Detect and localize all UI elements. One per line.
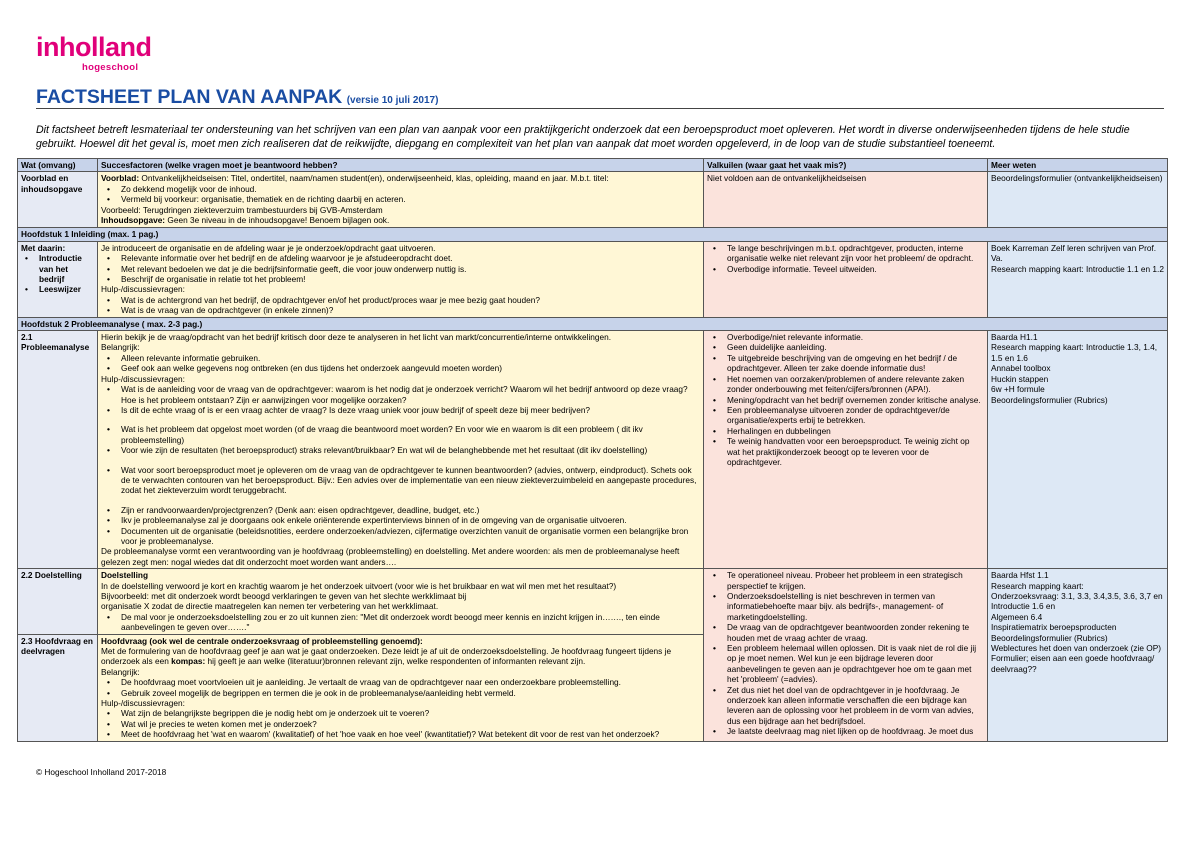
version-label: (versie 10 juli 2017) (346, 95, 439, 106)
list-item: • Geen duidelijke aanleiding. (727, 342, 984, 352)
list-item: • Herhalingen en dubbelingen (727, 426, 984, 436)
list-item: • Documenten uit de organisatie (beleidsnotities, eerdere onderzoeken/adviezen, cijfermatige overzichten vanuit de organisatie vormen een belangrijke bron voor je probleemanalyse. (121, 526, 700, 547)
intro-paragraph: Dit factsheet betreft lesmateriaal ter ondersteuning van het schrijven van een plan van aanpak voor een praktijkgericht onderzoek dat een beroepsproduct moet opleveren. Het wordt in diverse onderwijseenheden tijdens de hele studie gebruikt. Hoewel dit het geval is, moet men zich realiseren dat de reikwijdte, diepgang en complexiteit van het plan van aanpak dat moet worden opgeleverd, in de loop van de studie substantieel toeneemt. (36, 124, 1130, 150)
wat-cell: Voorblad en inhoudsopgave (18, 172, 98, 228)
table-row-doelstelling (18, 569, 1168, 634)
list-item: • Te lange beschrijvingen m.b.t. opdrachtgever, producten, interne organisatie welke niet relevant zijn voor het probleem/ de opdracht. (727, 243, 984, 264)
list-item: • Voor wie zijn de resultaten (het beroepsproduct) straks relevant/bruikbaar? En wat wil de belanghebbende met het resultaat (dit ikv doelstelling) (121, 445, 700, 455)
succesfactoren-cell: Hoofdvraag (ook wel de centrale onderzoeksvraag of probleemstelling genoemd): Met de formulering van de hoofdvraag geef je aan wat je gaat onderzoeken. Deze leidt je af uit de onderzoeksdoelstelling. Je hoofdvraag fungeert tijdens je onderzoek als een kompas: hij geeft je aan welke (literatuur)bronnen relevant zijn, welke respondenten of informanten relevant zijn. Belangrijk: • De hoofdvraag moet voortvloeien uit je aanleiding. Je vertaalt de vraag van de opdrachtgever naar een onderzoekbare probleemstelling. • Gebruik zoveel mogelijk de begrippen en termen die je ook in de probleemanalyse/aanleiding hebt vermeld. Hulp-/discussievragen: • Wat zijn de belangrijkste begrippen die je nodig hebt om je onderzoek uit te voeren? • Wat wil je precies te weten komen met je onderzoek? • Meet de hoofdvraag het 'wat en waarom' (kwalitatief) of het 'hoe vaak en hoe veel' (kwantitatief)? Wat betekent dit voor de rest van het onderzoek? (98, 634, 704, 741)
meer-weten-cell: Boek Karreman Zelf leren schrijven van Prof. Va. Research mapping kaart: Introductie 1.1 en 1.2 (988, 241, 1168, 317)
wat-cell: 2.2 Doelstelling (18, 569, 98, 634)
list-item: • Te weinig handvatten voor een beroepsproduct. Te weinig zicht op wat het praktijkonderzoek beoogt op te leveren voor de opdrachtgever. (727, 436, 984, 467)
succesfactoren-cell: Voorblad: Ontvankelijkheidseisen: Titel, ondertitel, naam/namen student(en), onderwijseenheid, klas, opleiding, maand en jaar. M.b.t. titel: • Zo dekkend mogelijk voor de inhoud. • Vermeld bij voorkeur: organisatie, thematiek en de richting daarbij en acteren. Voorbeeld: Terugdringen ziekteverzuim trambestuurders bij GVB-Amsterdam Inhoudsopgave: Geen 3e niveau in de inhoudsopgave! Benoem bijlagen ook. (98, 172, 704, 228)
list-item: • Onderzoeksdoelstelling is niet beschreven in termen van informatiebehoefte maar bijv. als bedrijfs-, management- of marketingdoelstelling. (727, 591, 984, 622)
title-divider (36, 108, 1164, 109)
section-title: Hoofdstuk 1 Inleiding (max. 1 pag.) (18, 228, 1168, 241)
list-item: • Met relevant bedoelen we dat je die bedrijfsinformatie geeft, die voor jouw onderwerp nuttig is. (121, 264, 700, 274)
valkuilen-cell (704, 241, 988, 317)
wat-cell: 2.1 Probleemanalyse (18, 331, 98, 569)
list-item: • Wat is de aanleiding voor de vraag van de opdrachtgever: waarom is het nodig dat je onderzoek verricht? Waarom wil het bedrijf antwoord op deze vraag? Hoe is het probleem ontstaan? Zijn er aanwijzingen voor mogelijke oorzaken? (121, 384, 700, 405)
list-item: • Is dit de echte vraag of is er een vraag achter de vraag? Is deze vraag uniek voor jouw bedrijf of speelt deze bij meer bedrijven? (121, 405, 700, 415)
list-item: • De vraag van de opdrachtgever beantwoorden zonder rekening te houden met de vraag achter de vraag. (727, 622, 984, 643)
list-item: • Wat is de achtergrond van het bedrijf, de opdrachtgever en/of het product/proces waar je mee bezig gaat houden? (121, 295, 700, 305)
list-item: • Meet de hoofdvraag het 'wat en waarom' (kwalitatief) of het 'hoe vaak en hoe veel' (kwantitatief)? Wat betekent dit voor de rest van het onderzoek? (121, 729, 700, 739)
list-item: • Geef ook aan welke gegevens nog ontbreken (en dus tijdens het onderzoek aangevuld moeten worden) (121, 363, 700, 373)
header-succesfactoren: Succesfactoren (welke vragen moet je beantwoord hebben? (98, 159, 704, 172)
meer-weten-cell: Baarda H1.1 Research mapping kaart: Introductie 1.3, 1.4, 1.5 en 1.6 Annabel toolbox Huckin stappen 6w +H formule Beoordelingsformulier (Rubrics) (988, 331, 1168, 569)
list-item: • De mal voor je onderzoeksdoelstelling zou er zo uit kunnen zien: "Met dit onderzoek wordt beoogd meer kennis en inzicht krijgen in……., ten einde aanbevelingen te geven over……." (121, 612, 700, 633)
list-item: • Mening/opdracht van het bedrijf overnemen zonder kritische analyse. (727, 395, 984, 405)
logo-wordmark: inholland (36, 32, 152, 62)
list-item: • Vermeld bij voorkeur: organisatie, thematiek en de richting daarbij en acteren. (121, 194, 700, 204)
header-wat: Wat (omvang) (18, 159, 98, 172)
inholland-logo (36, 34, 151, 73)
succesfactoren-cell: Je introduceert de organisatie en de afdeling waar je je onderzoek/opdracht gaat uitvoeren. • Relevante informatie over het bedrijf en de afdeling waarvoor je je afstudeeropdracht doet. • Met relevant bedoelen we dat je die bedrijfsinformatie geeft, die voor jouw onderwerp nuttig is. • Beschrijf de organisatie in relatie tot het probleem! Hulp-/discussievragen: • Wat is de achtergrond van het bedrijf, de opdrachtgever en/of het product/proces waar je mee bezig gaat houden? • Wat is de vraag van de opdrachtgever (in enkele zinnen)? (98, 241, 704, 317)
list-item: • Wat zijn de belangrijkste begrippen die je nodig hebt om je onderzoek uit te voeren? (121, 708, 700, 718)
section-row-hoofdstuk-1 (18, 228, 1168, 241)
list-item: • Alleen relevante informatie gebruiken. (121, 353, 700, 363)
header-meer-weten: Meer weten (988, 159, 1168, 172)
list-item: • Zet dus niet het doel van de opdrachtgever in je hoofdvraag. Je onderzoek kan alleen informatie verschaffen die een bijdrage kan leveren aan de oplossing voor het probleem in de vorm van advies, dus een bijdrage aan het bedrijfsdoel. (727, 685, 984, 727)
list-item: • Te operationeel niveau. Probeer het probleem in een strategisch perspectief te krijgen. (727, 570, 984, 591)
valkuilen-cell (704, 331, 988, 569)
list-item: • Gebruik zoveel mogelijk de begrippen en termen die je ook in de probleemanalyse/aanleiding hebt vermeld. (121, 688, 700, 698)
meer-weten-cell: Beoordelingsformulier (ontvankelijkheidseisen) (988, 172, 1168, 228)
list-item: • Je laatste deelvraag mag niet lijken op de hoofdvraag. Je moet dus (727, 726, 984, 736)
footer-copyright: © Hogeschool Inholland 2017-2018 (36, 767, 167, 777)
list-item: • Leeswijzer (39, 284, 94, 294)
list-item: • Relevante informatie over het bedrijf en de afdeling waarvoor je je afstudeeropdracht doet. (121, 253, 700, 263)
table-row-probleemanalyse (18, 331, 1168, 569)
list-item: • Een probleemanalyse uitvoeren zonder de opdrachtgever/de organisatie/experts erbij te betrekken. (727, 405, 984, 426)
list-item: • Wat voor soort beroepsproduct moet je opleveren om de vraag van de opdrachtgever te kunnen beantwoorden? (advies, ontwerp, eindproduct). Schets ook de te verwachten contouren van het beroepsproduct. Bijv.: Een advies over de implementatie van een nieuw ziekteverzuimbeleid en aangepaste procedures, zodat het ziekteverzuim wordt teruggebracht. (121, 465, 700, 496)
header-valkuilen: Valkuilen (waar gaat het vaak mis?) (704, 159, 988, 172)
list-item: • Wat is de vraag van de opdrachtgever (in enkele zinnen)? (121, 305, 700, 315)
list-item: • Zijn er randvoorwaarden/projectgrenzen? (Denk aan: eisen opdrachtgever, deadline, budget, etc.) (121, 505, 700, 515)
table-header-row (18, 159, 1168, 172)
list-item: • Wat wil je precies te weten komen met je onderzoek? (121, 719, 700, 729)
logo-subtitle: hogeschool (82, 62, 139, 73)
list-item: • Zo dekkend mogelijk voor de inhoud. (121, 184, 700, 194)
page-title-row (36, 86, 1164, 109)
plan-table (17, 158, 1168, 742)
section-title: Hoofdstuk 2 Probleemanalyse ( max. 2-3 pag.) (18, 317, 1168, 330)
section-row-hoofdstuk-2 (18, 317, 1168, 330)
wat-cell: Met daarin: • Introductie van het bedrijf • Leeswijzer (18, 241, 98, 317)
wat-cell: 2.3 Hoofdvraag en deelvragen (18, 634, 98, 741)
list-item: • Overbodige/niet relevante informatie. (727, 332, 984, 342)
succesfactoren-cell: Doelstelling In de doelstelling verwoord je kort en krachtig waarom je het onderzoek uitvoert (voor wie is het bruikbaar en wat wil men met het resultaat?) Bijvoorbeeld: met dit onderzoek wordt beoogd verklaringen te geven van het slechte werkklimaat bij organisatie X zodat de directie maatregelen kan nemen ter verbetering van het werkklimaat. • De mal voor je onderzoeksdoelstelling zou er zo uit kunnen zien: "Met dit onderzoek wordt beoogd meer kennis en inzicht krijgen in……., ten einde aanbevelingen te geven over……." (98, 569, 704, 634)
list-item: • De hoofdvraag moet voortvloeien uit je aanleiding. Je vertaalt de vraag van de opdrachtgever naar een onderzoekbare probleemstelling. (121, 677, 700, 687)
list-item: • Het noemen van oorzaken/problemen of andere relevante zaken zonder onderbouwing met feiten/cijfers/bronnen (APA!). (727, 374, 984, 395)
page-title: FACTSHEET PLAN VAN AANPAK (36, 86, 343, 108)
succesfactoren-cell: Hierin bekijk je de vraag/opdracht van het bedrijf kritisch door deze te analyseren in het licht van markt/concurrentie/interne ontwikkelingen. Belangrijk: • Alleen relevante informatie gebruiken. • Geef ook aan welke gegevens nog ontbreken (en dus tijdens het onderzoek aangevuld moeten worden) Hulp-/discussievragen: • Wat is de aanleiding voor de vraag van de opdrachtgever: waarom is het nodig dat je onderzoek verricht? Waarom wil het bedrijf antwoord op deze vraag? Hoe is het probleem ontstaan? Zijn er aanwijzingen voor mogelijke oorzaken? • Is dit de echte vraag of is er een vraag achter de vraag? Is deze vraag uniek voor jouw bedrijf of speelt deze bij meer bedrijven? • Wat is het probleem dat opgelost moet worden (of de vraag die beantwoord moet worden? En voor wie en waarom is dit een probleem ( dit ikv probleemstelling) • Voor wie zijn de resultaten (het beroepsproduct) straks relevant/bruikbaar? En wat wil de belanghebbende met het resultaat (dit ikv doelstelling) • Wat voor soort beroepsproduct moet je opleveren om de vraag van de opdrachtgever te kunnen beantwoorden? (advies, ontwerp, eindproduct). Schets ook de te verwachten contouren van het beroepsproduct. Bijv.: Een advies over de implementatie van een nieuw ziekteverzuimbeleid en aangepaste procedures, zodat het ziekteverzuim wordt teruggebracht. • Zijn er randvoorwaarden/projectgrenzen? (Denk aan: eisen opdrachtgever, deadline, budget, etc.) • Ikv je probleemanalyse zal je doorgaans ook enkele oriënterende expertinterviews binnen of in de omgeving van de organisatie uitvoeren. • Documenten uit de organisatie (beleidsnotities, eerdere onderzoeken/adviezen, cijfermatige overzichten vanuit de organisatie vormen een belangrijke bron voor je probleemanalyse. De probleemanalyse vormt een verantwoording van je hoofdvraag (probleemstelling) en doelstelling. Met andere woorden: als men de probleemanalyse heeft gelezen zegt men: nogal wiedes dat dit onderzocht moet worden want anders…. (98, 331, 704, 569)
list-item: • Een probleem helemaal willen oplossen. Dit is vaak niet de rol die jij op je moet nemen. Wel kun je een bijdrage leveren door aanbevelingen te geven aan je opdrachtgever hoe om te gaan met het 'probleem' (=advies). (727, 643, 984, 685)
list-item: • Introductie van het bedrijf (39, 253, 94, 284)
list-item: • Beschrijf de organisatie in relatie tot het probleem! (121, 274, 700, 284)
list-item: • Overbodige informatie. Teveel uitweiden. (727, 264, 984, 274)
table-row-voorblad (18, 172, 1168, 228)
meer-weten-cell: Baarda Hfst 1.1 Research mapping kaart: Onderzoeksvraag: 3.1, 3.3, 3.4,3.5, 3.6, 3,7 en Introductie 1.6 en Algemeen 6.4 Inspiratiematrix beroepsproducten Beoordelingsformulier (Rubrics) Weblectures het doen van onderzoek (zie OP) Formulier; eisen aan een goede hoofdvraag/ deelvraag?? (988, 569, 1168, 742)
valkuilen-cell: Niet voldoen aan de ontvankelijkheidseisen (704, 172, 988, 228)
table-row-inleiding (18, 241, 1168, 317)
list-item: • Wat is het probleem dat opgelost moet worden (of de vraag die beantwoord moet worden? En voor wie en waarom is dit een probleem ( dit ikv probleemstelling) (121, 424, 700, 445)
list-item: • Ikv je probleemanalyse zal je doorgaans ook enkele oriënterende expertinterviews binnen of in de omgeving van de organisatie uitvoeren. (121, 515, 700, 525)
valkuilen-cell (704, 569, 988, 742)
list-item: • Te uitgebreide beschrijving van de omgeving en het bedrijf / de opdrachtgever. Alleen ter zake doende informatie dus! (727, 353, 984, 374)
